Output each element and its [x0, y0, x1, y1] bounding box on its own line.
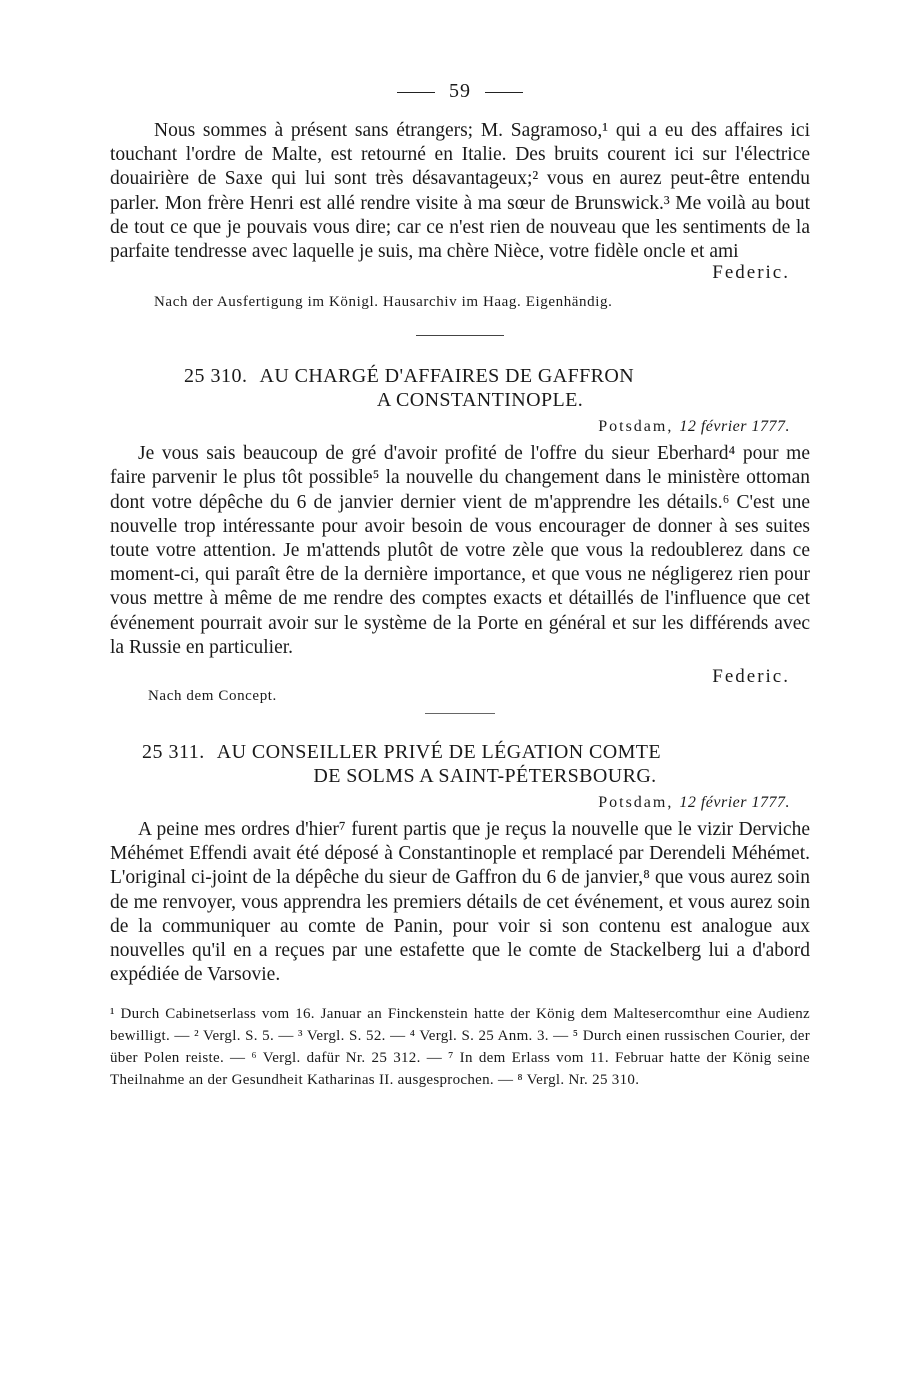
- letter2-heading: [110, 364, 810, 412]
- letter2-dateline: [110, 418, 790, 436]
- letter2-date: 12 février 1777.: [679, 418, 790, 436]
- footnotes: ¹ Durch Cabinetserlass vom 16. Januar an Finckenstein hatte der König dem Maltesercomthur eine Audienz bewilligt. — ² Vergl. S. 5. — ³ Vergl. S. 52. — ⁴ Vergl. S. 25 Anm. 3. — ⁵ Durch einen russischen Courier, der über Polen reiste. — ⁶ Vergl. dafür Nr. 25 312. — ⁷ In dem Erlass vom 11. Februar hatte der König seine Theilnahme an der Gesundheit Katharinas II. ausgesprochen. — ⁸ Vergl. Nr. 25 310.: [110, 1006, 810, 1089]
- letter2-number: 25 310.: [184, 365, 248, 388]
- section-divider: [416, 335, 504, 336]
- letter3-body: A peine mes ordres d'hier⁷ furent partis que je reçus la nouvelle que le vizir Derviche Méhémet Effendi avait été déposé à Constantinople et remplacé par Derendeli Méhémet. L'original ci-joint de la dépêche du sieur de Gaffron du 6 de janvier,⁸ que vous aurez soin de me renvoyer, vous apprendra les premiers détails de cet événement, et vous aurez soin de la communiquer au comte de Panin, pour voir si son contenu est analogue aux nouvelles qu'il en a reçues par une estafette que le comte de Stackelberg lui a d'abord expédiée de Varsovie.: [110, 819, 810, 986]
- document-page: [110, 80, 810, 1091]
- letter-25309-tail: [110, 119, 810, 311]
- letter2-signature: Federic.: [712, 666, 790, 688]
- letter3-date: 12 février 1777.: [679, 794, 790, 812]
- letter3-dateline: [110, 794, 790, 812]
- letter1-source: Nach der Ausfertigung im Königl. Hausarchiv im Haag. Eigenhändig.: [154, 294, 613, 311]
- letter1-body: Nous sommes à présent sans étrangers; M. Sagramoso,¹ qui a eu des affaires ici touchant l'ordre de Malte, est retourné en Italie. Des bruits courent ici sur l'électrice douairière de Saxe qui lui sont très désavantageux;² vous en aurez peut-être entendu parler. Mon frère Henri est allé rendre visite à ma sœur de Brunswick.³ Me voilà au bout de tout ce que je pouvais vous dire; car ce n'est rien de nouveau que les sentiments de la parfaite tendresse avec laquelle je suis, ma chère Nièce, votre fidèle oncle et ami: [110, 120, 810, 263]
- letter2-heading-line2: A CONSTANTINOPLE.: [376, 389, 584, 412]
- letter3-heading-line2: DE SOLMS A SAINT-PÉTERSBOURG.: [313, 765, 657, 788]
- page-number-text: 59: [449, 80, 471, 102]
- letter2-place: Potsdam,: [598, 418, 674, 436]
- letter2-heading-line1: AU CHARGÉ D'AFFAIRES DE GAFFRON: [259, 365, 635, 388]
- dash-left: [397, 92, 435, 93]
- letter2-source: Nach dem Concept.: [148, 688, 277, 705]
- letter3-place: Potsdam,: [598, 794, 674, 812]
- letter2-body: Je vous sais beaucoup de gré d'avoir profité de l'offre du sieur Eberhard⁴ pour me faire parvenir le plus tôt possible⁵ la nouvelle du changement dans le ministère ottoman dont votre dépêche du 6 de janvier dernier vient de m'apprendre les détails.⁶ C'est une nouvelle trop intéressante pour avoir besoin de vous encourager de donner à ses suites toute votre attention. Je m'attends plutôt de votre zèle que vous la redoublerez dans ce moment-ci, qui paraît être de la dernière importance, et que vous ne négligerez rien pour vous mettre à même de me rendre des comptes exacts et détaillés de l'influence que cet événement pourrait avoir sur le système de la Porte en général et sur les différends avec la Russie en particulier.: [110, 443, 810, 658]
- letter3-heading-line1: AU CONSEILLER PRIVÉ DE LÉGATION COMTE: [216, 741, 661, 764]
- letter3-heading: [110, 740, 810, 788]
- section-divider-2: [425, 713, 495, 714]
- letter1-signature: Federic.: [712, 262, 790, 284]
- letter-25310: [110, 364, 810, 705]
- letter3-number: 25 311.: [142, 741, 205, 764]
- letter-25311: [110, 740, 810, 987]
- page-number: [110, 80, 810, 103]
- dash-right: [485, 92, 523, 93]
